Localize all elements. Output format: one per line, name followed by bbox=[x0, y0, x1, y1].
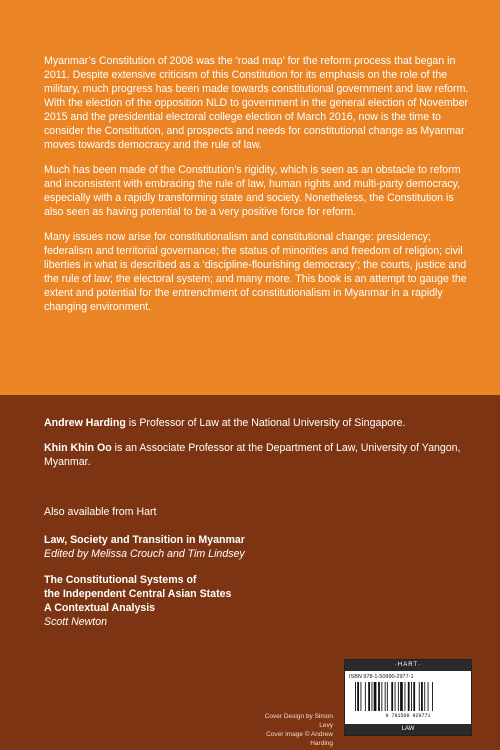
book-blurb bbox=[44, 54, 472, 325]
blurb-paragraph-2: Much has been made of the Constitution’s rigidity, which is seen as an obstacle to reform and inconsistent with embracing the rule of law, human rights and multi-party democracy, especially with a rapidly transforming state and society. Nonetheless, the Constitution is also seen as having potential to be a very positive force for reform. bbox=[44, 164, 461, 218]
also-available-heading: Also available from Hart bbox=[44, 506, 157, 518]
author-bio-text-1: is Professor of Law at the National University of Singapore. bbox=[125, 417, 406, 429]
related-book-1 bbox=[44, 533, 344, 561]
related-book-2-author: Scott Newton bbox=[44, 616, 108, 628]
related-book-2-title-line-2: the Independent Central Asian States bbox=[44, 588, 232, 600]
author-name-2: Khin Khin Oo bbox=[44, 442, 112, 454]
author-name-1: Andrew Harding bbox=[44, 417, 126, 429]
related-book-2-title-line-1: The Constitutional Systems of bbox=[44, 574, 197, 586]
related-book-1-author: Edited by Melissa Crouch and Tim Lindsey bbox=[44, 548, 245, 560]
related-book-2-title-line-3: A Contextual Analysis bbox=[44, 602, 156, 614]
publisher-label: ·HART· bbox=[345, 660, 471, 671]
barcode-number: 9 781509 929771 bbox=[385, 713, 431, 718]
related-book-1-title: Law, Society and Transition in Myanmar bbox=[44, 534, 245, 546]
author-bio-text-2: is an Associate Professor at the Department of Law, University of Yangon, Myanmar. bbox=[44, 442, 461, 468]
category-label: LAW bbox=[345, 724, 471, 735]
cover-credits bbox=[250, 712, 333, 748]
cover-design-credit: Cover Design by Simon Levy bbox=[264, 713, 333, 729]
related-book-2 bbox=[44, 573, 344, 629]
cover-image-credit: Cover image © Andrew Harding bbox=[266, 731, 333, 747]
author-bios bbox=[44, 416, 474, 480]
author-bio-2 bbox=[44, 441, 474, 469]
blurb-paragraph-1: Myanmar’s Constitution of 2008 was the ‘road map’ for the reform process that began in 2011. Despite extensive criticism of this Constitution for its emphasis on the role of the military, much progress has been made towards constitutional government and law reform. With the election of the opposition NLD to government in the general election of November 2015 and the presidential electoral college election of March 2016, now is the time to consider the Constitution, and prospects and needs for constitutional change as Myanmar moves towards democracy and the rule of law. bbox=[44, 55, 469, 151]
author-bio-1 bbox=[44, 416, 474, 430]
also-available-section bbox=[44, 505, 344, 641]
barcode-block bbox=[344, 659, 472, 736]
isbn-text: ISBN 978-1-50990-2977-1 bbox=[349, 674, 414, 680]
blurb-paragraph-3: Many issues now arise for constitutionalism and constitutional change: presidency; federalism and territorial governance; the status of minorities and freedom of religion; civil liberties in what is described as a ‘discipline-flourishing democracy’; the courts, justice and the rule of law; the electoral system; and many more. This book is an attempt to gauge the extent and potential for the entrenchment of constitutionalism in Myanmar in a rapidly changing environment. bbox=[44, 231, 467, 313]
barcode-icon bbox=[349, 682, 467, 718]
